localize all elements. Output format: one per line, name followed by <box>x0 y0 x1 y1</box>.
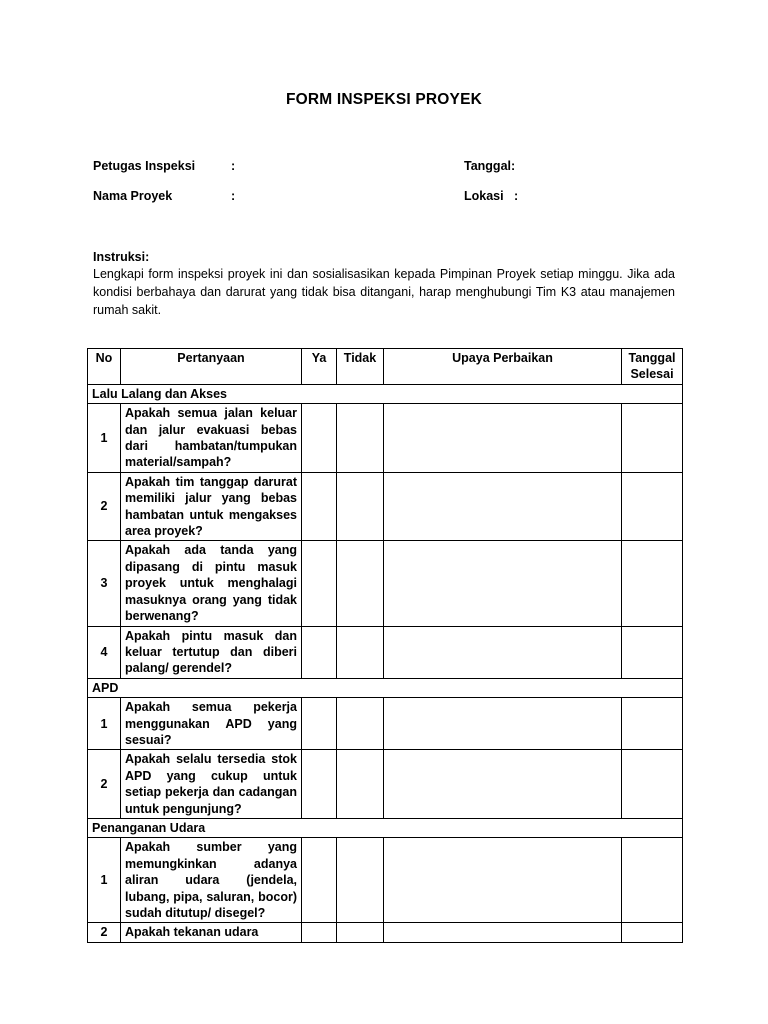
question-cell: Apakah semua pekerja menggunakan APD yang sesuai? <box>121 698 302 750</box>
question-cell: Apakah ada tanda yang dipasang di pintu masuk proyek untuk menghalagi masuknya orang yang tidak berwenang? <box>121 541 302 626</box>
section-row <box>88 384 683 403</box>
nama-proyek-label: Nama Proyek <box>93 189 173 203</box>
petugas-label: Petugas Inspeksi <box>93 159 196 173</box>
ya-cell[interactable] <box>302 698 337 750</box>
table-row <box>88 541 683 626</box>
upaya-perbaikan-cell[interactable] <box>384 541 622 626</box>
tanggal-selesai-cell[interactable] <box>622 838 683 923</box>
upaya-perbaikan-cell[interactable] <box>384 923 622 942</box>
row-number: 1 <box>88 698 121 750</box>
lokasi-label: Lokasi : <box>464 189 519 203</box>
table-row <box>88 698 683 750</box>
upaya-perbaikan-cell[interactable] <box>384 750 622 819</box>
ya-cell[interactable] <box>302 750 337 819</box>
col-header-no: No <box>88 349 121 385</box>
petugas-colon: : <box>231 159 236 173</box>
table-row <box>88 838 683 923</box>
col-header-pertanyaan: Pertanyaan <box>121 349 302 385</box>
row-number: 2 <box>88 923 121 942</box>
ya-cell[interactable] <box>302 541 337 626</box>
table-row <box>88 923 683 942</box>
row-number: 3 <box>88 541 121 626</box>
question-cell: Apakah selalu tersedia stok APD yang cukup untuk setiap pekerja dan cadangan untuk pengunjung? <box>121 750 302 819</box>
question-cell: Apakah tekanan udara <box>121 923 302 942</box>
tanggal-label: Tanggal: <box>464 159 516 173</box>
instructions-label: Instruksi: <box>93 250 150 264</box>
row-number: 1 <box>88 404 121 473</box>
row-number: 1 <box>88 838 121 923</box>
upaya-perbaikan-cell[interactable] <box>384 838 622 923</box>
form-title: FORM INSPEKSI PROYEK <box>285 91 483 108</box>
tidak-cell[interactable] <box>337 698 384 750</box>
upaya-perbaikan-cell[interactable] <box>384 404 622 473</box>
tidak-cell[interactable] <box>337 838 384 923</box>
tanggal-selesai-cell[interactable] <box>622 923 683 942</box>
table-row <box>88 404 683 473</box>
tidak-cell[interactable] <box>337 923 384 942</box>
tidak-cell[interactable] <box>337 541 384 626</box>
tidak-cell[interactable] <box>337 626 384 678</box>
question-cell: Apakah pintu masuk dan keluar tertutup dan diberi palang/ gerendel? <box>121 626 302 678</box>
table-row <box>88 750 683 819</box>
upaya-perbaikan-cell[interactable] <box>384 626 622 678</box>
table-row <box>88 626 683 678</box>
col-header-tanggal-selesai: Tanggal Selesai <box>622 349 683 385</box>
question-cell: Apakah tim tanggap darurat memiliki jalur yang bebas hambatan untuk mengakses area proyek? <box>121 472 302 541</box>
ya-cell[interactable] <box>302 923 337 942</box>
inspection-table <box>87 348 683 943</box>
section-title: Penanganan Udara <box>88 818 683 837</box>
section-title: APD <box>88 678 683 697</box>
upaya-perbaikan-cell[interactable] <box>384 698 622 750</box>
section-row <box>88 678 683 697</box>
table-row <box>88 472 683 541</box>
col-header-upaya-perbaikan: Upaya Perbaikan <box>384 349 622 385</box>
question-cell: Apakah sumber yang memungkinkan adanya aliran udara (jendela, lubang, pipa, saluran, bocor) sudah ditutup/ disegel? <box>121 838 302 923</box>
ya-cell[interactable] <box>302 472 337 541</box>
tanggal-selesai-cell[interactable] <box>622 472 683 541</box>
tanggal-selesai-cell[interactable] <box>622 698 683 750</box>
tanggal-selesai-cell[interactable] <box>622 750 683 819</box>
instructions-text: Lengkapi form inspeksi proyek ini dan sosialisasikan kepada Pimpinan Proyek setiap minggu. Jika ada kondisi berbahaya dan darurat yang tidak bisa ditangani, harap menghubungi Tim K3 atau manajemen rumah sakit. <box>93 267 675 317</box>
section-title: Lalu Lalang dan Akses <box>88 384 683 403</box>
section-row <box>88 818 683 837</box>
tanggal-selesai-cell[interactable] <box>622 626 683 678</box>
question-cell: Apakah semua jalan keluar dan jalur evakuasi bebas dari hambatan/tumpukan material/sampah? <box>121 404 302 473</box>
table-header-row <box>88 349 683 385</box>
ya-cell[interactable] <box>302 404 337 473</box>
upaya-perbaikan-cell[interactable] <box>384 472 622 541</box>
ya-cell[interactable] <box>302 626 337 678</box>
tidak-cell[interactable] <box>337 472 384 541</box>
ya-cell[interactable] <box>302 838 337 923</box>
tanggal-selesai-cell[interactable] <box>622 404 683 473</box>
col-header-tidak: Tidak <box>337 349 384 385</box>
row-number: 2 <box>88 750 121 819</box>
tanggal-selesai-cell[interactable] <box>622 541 683 626</box>
row-number: 4 <box>88 626 121 678</box>
nama-proyek-colon: : <box>231 189 236 203</box>
col-header-ya: Ya <box>302 349 337 385</box>
row-number: 2 <box>88 472 121 541</box>
tidak-cell[interactable] <box>337 404 384 473</box>
tidak-cell[interactable] <box>337 750 384 819</box>
